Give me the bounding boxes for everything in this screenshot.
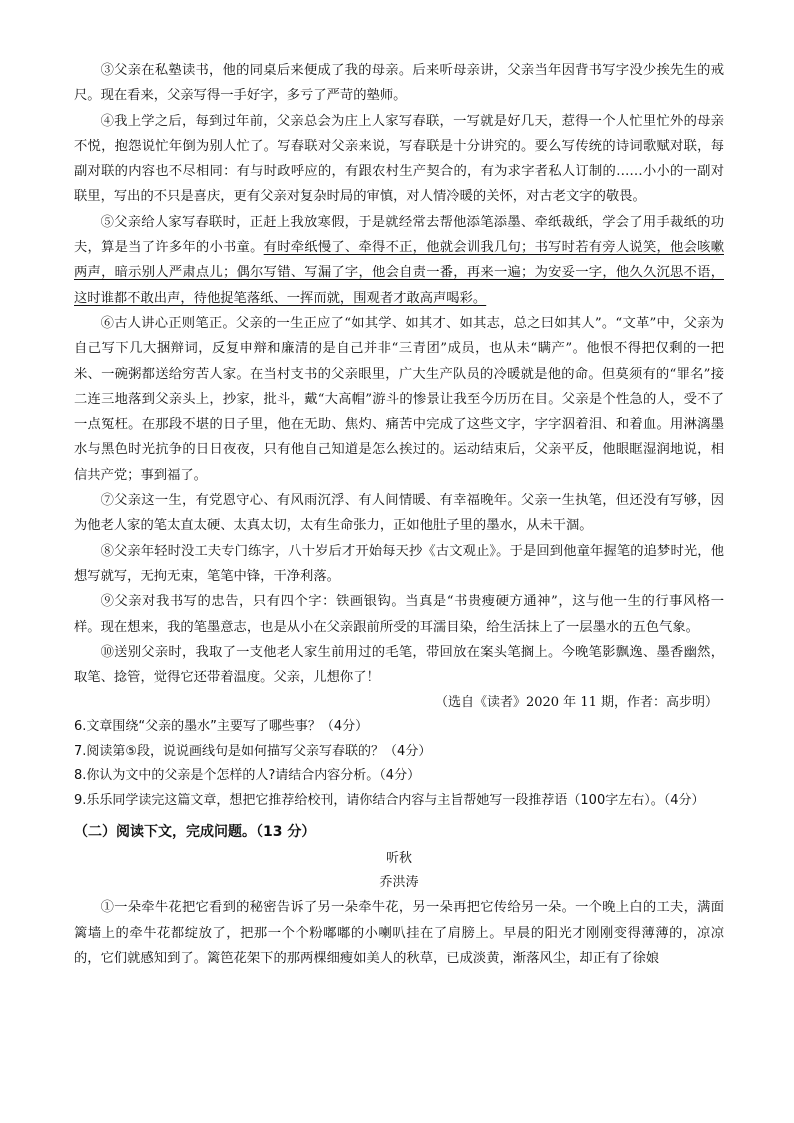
article-title: 听秋 <box>385 851 412 867</box>
question-6: 6.文章围绕“父亲的墨水”主要写了哪些事？（4分） <box>74 719 369 735</box>
paragraph-9: ⑨父亲对我书写的忠告，只有四个字：铁画银钩。当真是“书贵瘦硬方通神”，这与他一生的行事风格一样。现在想来，我的笔墨意志，也是从小在父亲跟前所受的耳濡目染，给生活抹上了一层墨水的五色气象。 <box>74 594 724 635</box>
paragraph-10: ⑩送别父亲时，我取了一支他老人家生前用过的毛笔，带回放在案头笔搁上。今晚笔影飘逸、墨香幽然，取笔、捻管，觉得它还带着温度。父亲，儿想你了！ <box>74 644 724 686</box>
paragraph-1: ①一朵牵牛花把它看到的秘密告诉了另一朵牵牛花，另一朵再把它传给另一朵。一个晚上白的工夫，满面篱墙上的牵牛花都绽放了，把那一个个粉嘟嘟的小喇叭挂在了肩膀上。早晨的阳光才刚刚变得薄薄的，凉凉的，它们就感知到了。篱笆花架下的那两棵细瘦如美人的秋草，已成淡黄，渐落风尘，却正有了徐娘 <box>74 900 724 967</box>
paragraph-5-text: ⑤父亲给人家写春联时，正赶上我放寒假，于是就经常去帮他添笔添墨、牵纸裁纸，学会了用手裁纸的功夫，算是当了许多年的小书童。 <box>74 214 724 256</box>
paragraph-7: ⑦父亲这一生，有党恩守心、有风雨沉浮、有人间情暖、有幸福晚年。父亲一生执笔，但还没有写够，因为他老人家的笔太直太硬、太真太切，太有生命张力，正如他肚子里的墨水，从未干涸。 <box>74 493 724 534</box>
source-citation: （选自《读者》2020 年 11 期，作者：高步明） <box>434 695 718 711</box>
article-author: 乔洪涛 <box>379 875 419 891</box>
question-8: 8.你认为文中的父亲是个怎样的人?请结合内容分析。（4分） <box>74 768 421 784</box>
paragraph-4: ④我上学之后，每到过年前，父亲总会为庄上人家写春联，一写就是好几天，惹得一个人忙里忙外的母亲不悦，抱怨说忙年倒为别人忙了。写春联对父亲来说，写春联是十分讲究的。要么写传统的诗词歌赋对联，每副对联的内容也不尽相同：有与时政呼应的，有跟农村生产契合的，有为求字者私人订制的……小小的一副对联里，写出的不只是喜庆，更有父亲对复杂时局的审慎，对人情冷暖的关怀，对古老文字的敬畏。 <box>74 113 724 205</box>
question-7: 7.阅读第⑤段，说说画线句是如何描写父亲写春联的？（4分） <box>74 743 432 759</box>
underlined-sentence: 有时牵纸慢了、牵得不正，他就会训我几句；书写时若有旁人说笑，他会咳嗽两声，暗示别人严肃点儿；偶尔写错、写漏了字，他会自责一番，再来一遍；为安妥一字，他久久沉思不语，这时谁都不敢出声，待他捉笔落纸、一挥而就，围观者才敢高声喝彩。 <box>74 240 724 306</box>
paragraph-6: ⑥古人讲心正则笔正。父亲的一生正应了“如其学、如其才、如其志，总之曰如其人”。“文革”中，父亲为自己写下几大捆辩词，反复申辩和廉清的是自己并非“三青团”成员，也从未“瞒产”。他恨不得把仅剩的一把米、一碗粥都送给穷苦人家。在当村支书的父亲眼里，广大生产队员的冷暖就是他的命。但莫须有的“罪名”接二连三地落到父亲头上，抄家，批斗，戴“大高帽”游斗的惨景让我至今历历在目。父亲是个性急的人，受不了一点冤枉。在那段不堪的日子里，他在无助、焦灼、痛苦中完成了这些文字，字字泅着泪、和着血。用淋漓墨水与黑色时光抗争的日日夜夜，只有他自己知道是怎么挨过的。运动结束后，父亲平反，他眼眶湿润地说，相信共产党；事到福了。 <box>74 315 724 483</box>
paragraph-5 <box>74 210 724 311</box>
question-9: 9.乐乐同学读完这篇文章，想把它推荐给校刊，请你结合内容与主旨帮她写一段推荐语（100字左右）。（4分） <box>74 792 705 808</box>
paragraph-3: ③父亲在私塾读书，他的同桌后来便成了我的母亲。后来听母亲讲，父亲当年因背书写字没少挨先生的戒尺。现在看来，父亲写得一手好字，多亏了严苛的塾师。 <box>74 63 724 104</box>
paragraph-8: ⑧父亲年轻时没工夫专门练字，八十岁后才开始每天抄《古文观止》。于是回到他童年握笔的追梦时光，他想写就写，无拘无束，笔笔中锋，干净利落。 <box>74 543 724 584</box>
section-heading: （二）阅读下文，完成问题。（13 分） <box>74 824 316 841</box>
document-page <box>74 58 724 971</box>
